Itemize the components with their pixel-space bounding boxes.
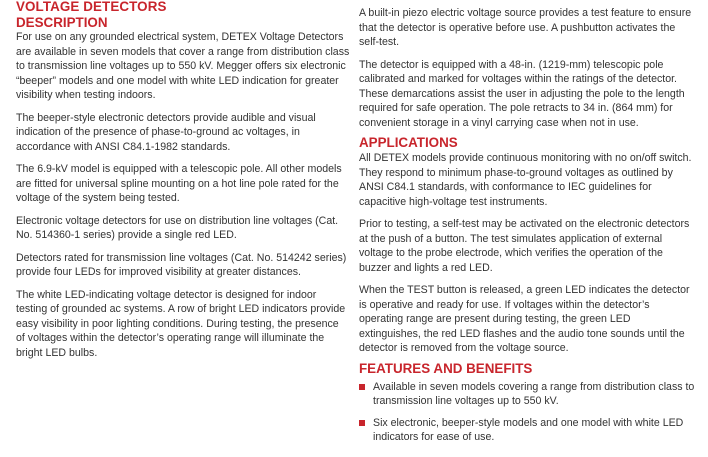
description-heading: DESCRIPTION — [16, 15, 108, 30]
features-list — [359, 380, 695, 445]
description-paragraph: Detectors rated for transmission line voltages (Cat. No. 514242 series) provide four LEDs for improved visibility at greater distances. — [16, 251, 347, 278]
right-column — [359, 0, 695, 452]
list-item — [359, 380, 695, 409]
description-paragraph: The beeper-style electronic detectors provide audible and visual indication of the presence of phase-to-ground ac voltages, in accordance with ANSI C84.1-1982 standards. — [16, 111, 316, 153]
square-bullet-icon — [359, 420, 365, 426]
description-paragraph: The white LED-indicating voltage detector is designed for indoor testing of grounded ac systems. A row of bright LED indicators provide easy visibility in poor lighting conditions. During testing, the presence of voltages within the detector’s operating range will illuminate the bright LED bulbs. — [16, 288, 346, 359]
feature-text: Six electronic, beeper-style models and one model with white LED indicators for ease of use. — [373, 416, 684, 443]
intro-paragraph: The detector is equipped with a 48-in. (1219-mm) telescopic pole calibrated and marked for voltages within the ratings of the detector. These demarcations assist the user in adjusting the pole to the length required for safe operation. The pole retracts to 34 in. (864 mm) for convenient storage in a vinyl carrying case when not in use. — [359, 58, 685, 129]
description-paragraph: Electronic voltage detectors for use on distribution line voltages (Cat. No. 514360-1 series) provide a single red LED. — [16, 214, 339, 241]
feature-text: Available in seven models covering a range from distribution class to transmission line voltages up to 550 kV. — [373, 380, 695, 407]
applications-paragraph: When the TEST button is released, a green LED indicates the detector is operative and ready for use. If voltages within the detector’s operating range are present during testing, the green LED extinguishes, the red LED flashes and the audio tone sounds until the detector is removed from the voltage source. — [359, 284, 690, 354]
intro-paragraph: A built-in piezo electric voltage source provides a test feature to ensure that the detector is operative before use. A pushbutton activates the self-test. — [359, 7, 692, 48]
applications-heading: APPLICATIONS — [359, 135, 458, 150]
page-title: VOLTAGE DETECTORS — [16, 0, 167, 14]
description-paragraph: The 6.9-kV model is equipped with a telescopic pole. All other models are fitted for universal spline mounting on a hot line pole rated for the voltage of the system being tested. — [16, 163, 342, 204]
applications-paragraph: Prior to testing, a self-test may be activated on the electronic detectors at the push of a button. The test simulates application of external voltage to the probe electrode, which verifies the operation of the buzzer and lights a red LED. — [359, 218, 690, 274]
features-heading: FEATURES AND BENEFITS — [359, 360, 533, 376]
description-paragraph: For use on any grounded electrical system, DETEX Voltage Detectors are available in seven models that cover a range from distribution class to transmission line voltages up to 550 kV. Megger offers six electronic “beeper” models and one model with white LED indication for greater visibility when testing indoors. — [16, 31, 350, 101]
applications-paragraph: All DETEX models provide continuous monitoring with no on/off switch. They respond to minimum phase-to-ground voltages as outlined by ANSI C84.1 standards, with conformance to IEC guidelines for capacitive high-voltage test instruments. — [359, 152, 692, 208]
list-item — [359, 416, 695, 445]
left-column — [16, 0, 350, 360]
square-bullet-icon — [359, 384, 365, 390]
